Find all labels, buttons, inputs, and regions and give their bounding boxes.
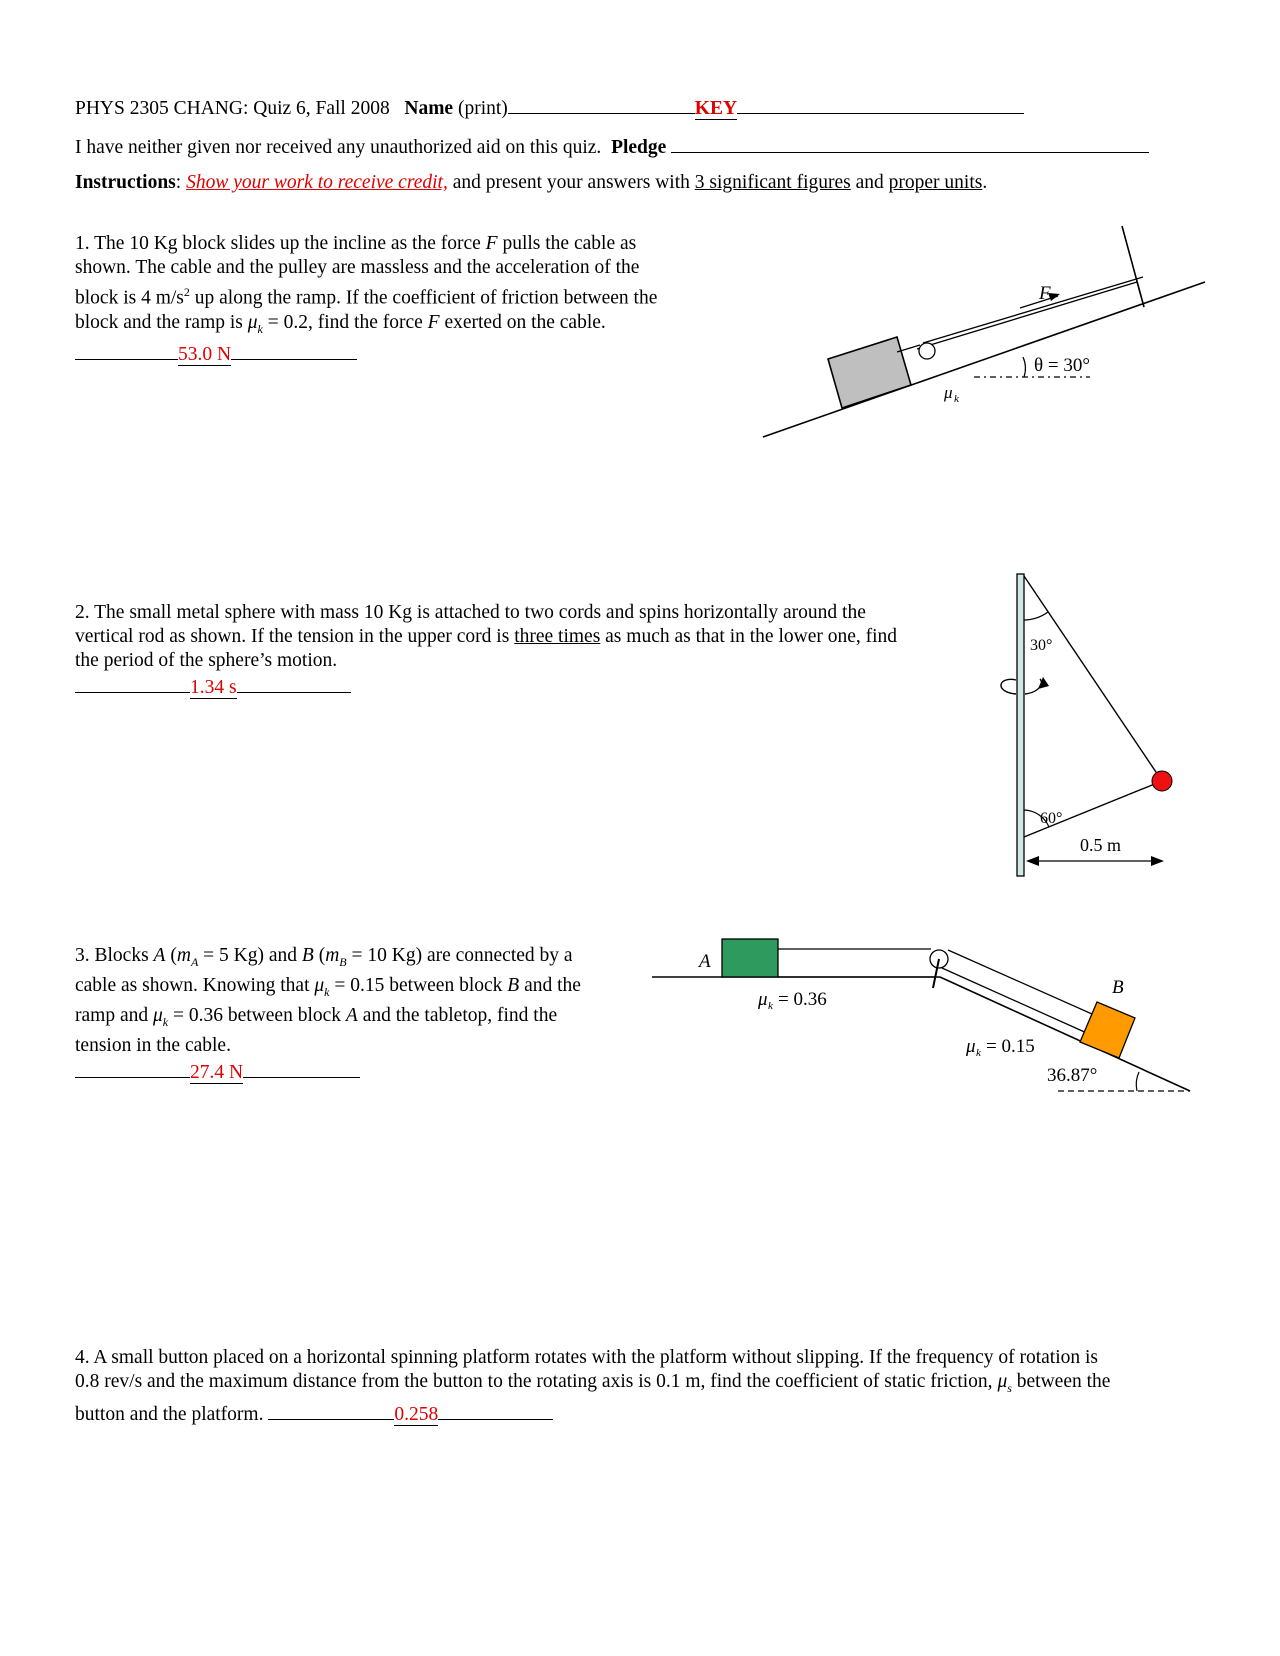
q4-text-2a: 0.8 rev/s and the maximum distance from the button to the rotating axis is 0.1 m, find the coefficient of static friction, xyxy=(75,1371,993,1392)
q1-answer: 53.0 N xyxy=(178,344,232,366)
q3-block-B-symbol-2: B xyxy=(507,974,520,996)
q3-fig-mu-table-value: = 0.36 xyxy=(778,989,827,1010)
q4-text-1: 4. A small button placed on a horizontal spinning platform rotates with the platform without slipping. If the frequency of rotation is xyxy=(75,1347,1099,1368)
q3-ramp-cable-top xyxy=(948,950,1101,1018)
q3-text-3b: = 0.36 between block xyxy=(172,1004,342,1026)
q1-text-2: shown. The cable and the pulley are massless and the acceleration of the xyxy=(75,257,640,278)
q3-fig-mu-table-sub: k xyxy=(768,1000,773,1012)
q4-line-3 xyxy=(75,1400,1215,1427)
q3-block-B-symbol: B xyxy=(301,945,314,966)
q3-text-2c: and the xyxy=(524,974,581,996)
instructions-end: . xyxy=(982,172,988,193)
q3-mass-A-sub: A xyxy=(190,954,199,969)
q1-mu: μ xyxy=(247,311,258,333)
q4-answer-blank-left xyxy=(268,1400,394,1420)
q1-force-symbol: F xyxy=(485,233,498,254)
q1-text-1b: pulls the cable as xyxy=(502,233,637,254)
q3-block-B xyxy=(1080,1002,1135,1058)
q3-fig-mu-ramp-value: = 0.15 xyxy=(986,1036,1035,1057)
q3-mu-1: μ xyxy=(314,974,325,996)
q3-answer: 27.4 N xyxy=(190,1061,244,1083)
q4-answer: 0.258 xyxy=(394,1403,439,1425)
q3-ramp-cable-bottom xyxy=(942,968,1089,1034)
q1-fig-mu: μ xyxy=(944,383,953,402)
q4-mu-sub: s xyxy=(1007,1380,1012,1395)
q3-fig-mu-ramp-sub: k xyxy=(976,1047,981,1059)
q1-text-3b: up along the ramp. If the coefficient of friction between the xyxy=(194,287,658,309)
q4-line-2 xyxy=(75,1370,1215,1400)
q3-fig-A-label: A xyxy=(699,951,711,972)
q1-text-4c: exerted on the cable. xyxy=(444,311,606,333)
q2-fig-60-label: 60° xyxy=(1040,810,1063,827)
q1-fig-F-label: F xyxy=(1039,283,1051,304)
key-label: KEY xyxy=(694,98,738,119)
q3-text-3c: and the tabletop, find the xyxy=(362,1004,558,1026)
q3-block-A xyxy=(722,939,778,977)
q2-text-3: the period of the sphere’s motion. xyxy=(75,650,338,671)
q4-answer-blank-right xyxy=(438,1400,553,1420)
q1-force-symbol-2: F xyxy=(427,311,440,333)
instructions-label: Instructions xyxy=(75,172,176,193)
q3-fig-angle-label: 36.87° xyxy=(1047,1065,1098,1086)
q3-line-1: 3. Blocks A ($m_A = 5$ Kg) and B ($m_B = 10$ Kg) are connected by a xyxy=(75,945,573,969)
instructions-sigfig: 3 significant figures xyxy=(694,172,851,193)
q2-answer: 1.34 s xyxy=(190,677,237,698)
q3-fig-mu-ramp: μ xyxy=(966,1036,976,1057)
course-title: PHYS 2305 CHANG: Quiz 6, Fall 2008 xyxy=(75,98,390,119)
q3-mu-2-sub: k xyxy=(162,1014,169,1029)
q2-three-times: three times xyxy=(514,626,601,647)
q3-mass-A-value: = 5 Kg) and xyxy=(203,945,298,966)
q1-text-4b: = 0.2, find the force xyxy=(267,311,423,333)
q1-text-4a: block and the ramp is xyxy=(75,311,243,333)
q1-accel-exponent: 2 xyxy=(183,285,190,299)
q2-text-2a: vertical rod as shown. If the tension in the upper cord is xyxy=(75,626,510,647)
q1-text-1a: 1. The 10 Kg block slides up the incline as the force xyxy=(75,233,481,254)
q3-text-2b: = 0.15 between block xyxy=(334,974,503,996)
q2-text-1: 2. The small metal sphere with mass 10 Kg is attached to two cords and spins horizontally around the xyxy=(75,602,866,623)
q3-text-3a: ramp and xyxy=(75,1004,149,1026)
q1-mu-sub: k xyxy=(257,321,263,336)
name-label: Name xyxy=(404,98,454,119)
q3-block-A-symbol: A xyxy=(153,945,166,966)
q3-mu-2: μ xyxy=(152,1004,163,1026)
q2-fig-30-label: 30° xyxy=(1030,637,1053,654)
q4-line-1 xyxy=(75,1346,1215,1370)
q3-fig-B-label: B xyxy=(1112,977,1124,998)
q1-fig-mu-sub: k xyxy=(954,393,959,405)
q3-mass-B-value: = 10 Kg) are connected by a xyxy=(351,945,573,966)
instructions-units: proper units xyxy=(888,172,983,193)
pledge-label: Pledge xyxy=(611,137,667,158)
q4-mu: μ xyxy=(997,1371,1008,1392)
q2-text-2b: as much as that in the lower one, find xyxy=(605,626,898,647)
name-suffix: (print) xyxy=(457,98,508,119)
instructions-mid: and present your answers with xyxy=(452,172,690,193)
q3-block-A-symbol-2: A xyxy=(345,1004,358,1026)
q2-fig-distance-label: 0.5 m xyxy=(1080,835,1122,855)
q1-fig-theta: θ = 30° xyxy=(1034,355,1090,376)
q3-text-2a: cable as shown. Knowing that xyxy=(75,974,310,996)
q3-mu-1-sub: k xyxy=(324,984,330,999)
q3-mass-B-m: m xyxy=(325,945,340,966)
q3-text-1a: 3. Blocks xyxy=(75,945,149,966)
question-4-text xyxy=(75,1346,1215,1427)
instructions-and: and xyxy=(855,172,884,193)
q3-mass-A-m: m xyxy=(176,945,191,966)
instructions-colon: : xyxy=(175,172,182,193)
instructions-show-work: Show your work to receive credit, xyxy=(186,172,448,193)
q4-text-3: button and the platform. xyxy=(75,1403,264,1425)
pledge-statement: I have neither given nor received any unauthorized aid on this quiz. xyxy=(75,137,602,158)
q4-text-2b: between the xyxy=(1016,1371,1111,1392)
q3-mass-B-sub: B xyxy=(339,954,347,969)
q3-text-4: tension in the cable. xyxy=(75,1034,231,1056)
q3-fig-mu-table: μ xyxy=(758,989,768,1010)
q3-angle-arc xyxy=(1136,1072,1139,1091)
q1-text-3a: block is 4 m/s xyxy=(75,287,184,309)
